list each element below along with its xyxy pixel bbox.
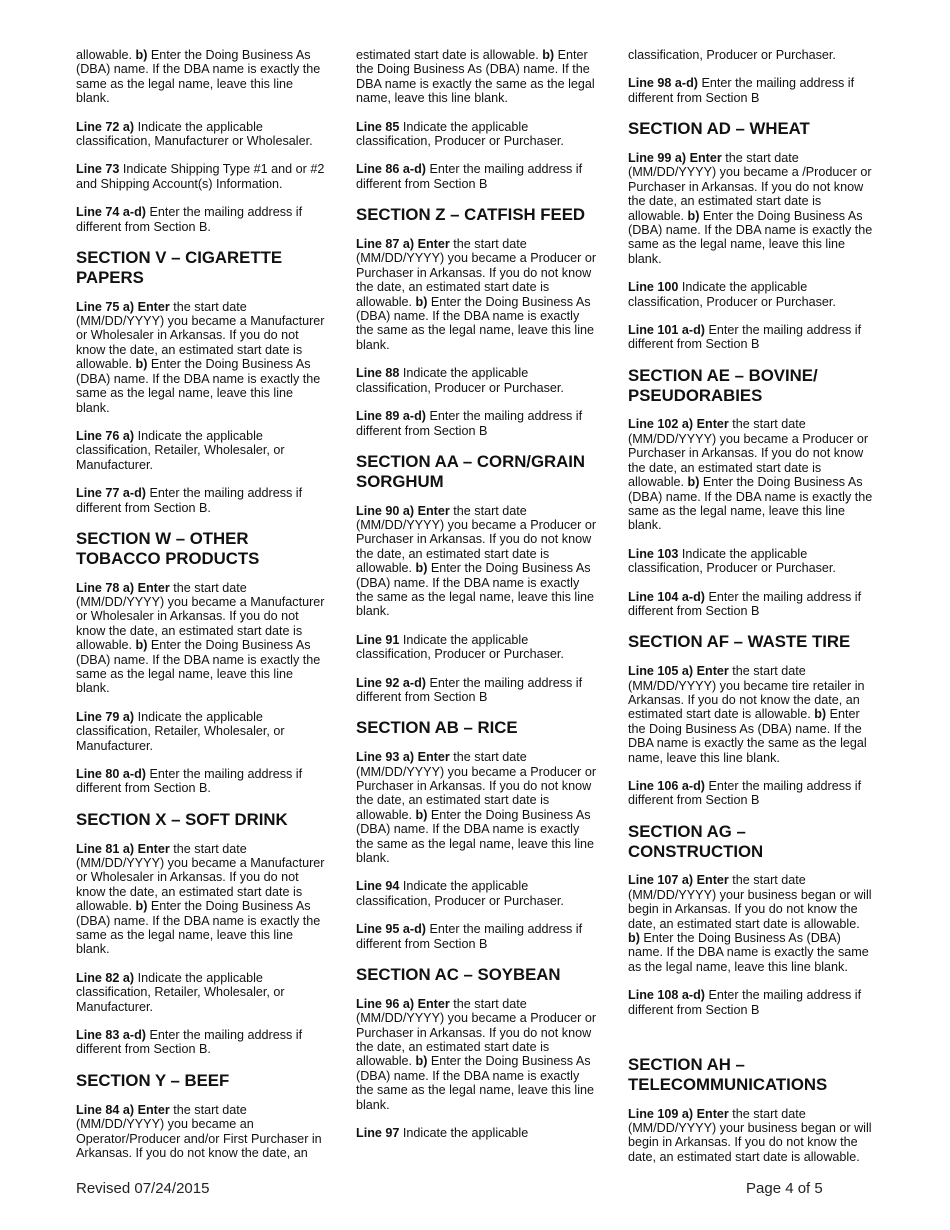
line-label: b) — [415, 1054, 428, 1069]
section-heading: SECTION W – OTHER TOBACCO PRODUCTS — [76, 528, 260, 568]
line-label: Line 100 — [628, 280, 679, 295]
instruction-paragraph — [628, 1107, 878, 1165]
line-label: Line 78 a) Enter — [76, 580, 170, 595]
instruction-paragraph — [76, 1103, 328, 1161]
line-label: b) — [135, 899, 148, 914]
text-run: Enter the Doing Business As (DBA) name. If the DBA name is exactly the same as the legal name, leave this line blank. — [356, 294, 595, 352]
paragraph-text — [356, 997, 600, 1112]
instruction-paragraph — [628, 873, 878, 974]
instruction-paragraph — [76, 971, 328, 1014]
line-label: Line 95 a-d) — [356, 922, 426, 937]
line-label: b) — [814, 707, 827, 722]
paragraph-text — [356, 676, 600, 705]
line-label: Line 92 a-d) — [356, 675, 426, 690]
line-label: Line 97 — [356, 1126, 400, 1141]
line-label: Line 90 a) Enter — [356, 503, 450, 518]
line-label: Line 73 — [76, 162, 120, 177]
instruction-paragraph — [76, 710, 328, 753]
text-run: Enter the mailing address if different from Section B — [356, 922, 583, 951]
line-label: b) — [135, 357, 148, 372]
line-label: Line 91 — [356, 632, 400, 647]
text-run: Enter the mailing address if different from Section B. — [76, 205, 303, 234]
paragraph-text — [76, 300, 328, 415]
column-1 — [76, 48, 328, 1174]
text-run: Enter the Doing Business As (DBA) name. If the DBA name is exactly the same as the legal name, leave this line blank. — [76, 48, 321, 106]
text-run: Enter the Doing Business As (DBA) name. If the DBA name is exactly the same as the legal name, leave this line blank. — [76, 899, 321, 957]
section-heading: SECTION X – SOFT DRINK — [76, 809, 288, 829]
line-label: Line 87 a) Enter — [356, 237, 450, 252]
text-run: the start date (MM/DD/YYYY) you became tire retailer in Arkansas. If you do not know the date, an estimated start date is allowable. — [628, 664, 865, 722]
instruction-paragraph — [356, 237, 600, 352]
section-heading: SECTION AH – TELECOMMUNICATIONS — [628, 1055, 828, 1094]
line-label: b) — [687, 475, 700, 490]
line-label: Line 101 a-d) — [628, 323, 705, 338]
line-label: Line 74 a-d) — [76, 205, 146, 220]
paragraph-text — [356, 879, 600, 908]
line-label: Line 75 a) Enter — [76, 299, 170, 314]
line-label: b) — [542, 48, 555, 62]
text-run: the start date (MM/DD/YYYY) your business began or will begin in Arkansas. If you do not know the date, an estimated start date is allowable. — [628, 873, 872, 931]
paragraph-text — [628, 988, 878, 1017]
instruction-paragraph — [356, 504, 600, 619]
paragraph-text — [76, 1103, 328, 1161]
line-label: b) — [415, 807, 428, 822]
line-label: Line 99 a) Enter — [628, 151, 722, 166]
text-run: Indicate the applicable classification, Producer or Purchaser. — [356, 366, 564, 395]
line-label: Line 88 — [356, 366, 400, 381]
text-run: Enter the Doing Business As (DBA) name. If the DBA name is exactly the same as the legal name, leave this line blank. — [628, 475, 873, 533]
instruction-paragraph — [76, 767, 328, 796]
text-run: Indicate the applicable classification, Retailer, Wholesaler, or Manufacturer. — [76, 709, 285, 753]
text-run: Enter the Doing Business As (DBA) name. If the DBA name is exactly the same as the legal name, leave this line blank. — [356, 807, 595, 866]
line-label: Line 77 a-d) — [76, 486, 146, 501]
paragraph-text — [628, 280, 878, 309]
text-run: Enter the mailing address if different from Section B — [356, 409, 583, 438]
paragraph-text — [356, 750, 600, 865]
line-label: Line 76 a) — [76, 428, 135, 443]
text-run: Enter the mailing address if different from Section B. — [76, 767, 303, 796]
line-label: b) — [135, 638, 148, 653]
paragraph-text — [76, 162, 328, 191]
text-run: the start date (MM/DD/YYYY) you became a Manufacturer or Wholesaler in Arkansas. If you do not know the date, an estimated start date is allowable. — [76, 299, 325, 372]
paragraph-text — [356, 633, 600, 662]
section-heading: SECTION Z – CATFISH FEED — [356, 205, 586, 225]
instruction-paragraph — [76, 1028, 328, 1057]
text-run: Indicate the applicable classification, Manufacturer or Wholesaler. — [76, 119, 313, 149]
section-gap — [628, 1031, 878, 1055]
line-label: Line 106 a-d) — [628, 779, 705, 793]
paragraph-text — [628, 417, 878, 532]
paragraph-text — [628, 664, 878, 765]
line-label: Line 81 a) Enter — [76, 841, 170, 856]
text-run: Indicate the applicable — [399, 1126, 529, 1141]
instruction-paragraph — [628, 48, 878, 62]
section-heading: SECTION AF – WASTE TIRE — [628, 632, 851, 652]
instruction-paragraph — [628, 547, 878, 576]
section-heading: SECTION Y – BEEF — [76, 1070, 230, 1090]
instruction-paragraph — [356, 750, 600, 865]
instruction-paragraph — [628, 151, 878, 266]
text-run: the start date (MM/DD/YYYY) you became an Operator/Producer and/or First Purchaser in Arkansas. If you do not know the date, an — [76, 1102, 322, 1160]
instruction-paragraph — [628, 323, 878, 352]
text-run: the start date (MM/DD/YYYY) you became a Producer or Purchaser in Arkansas. If you do not know the date, an estimated start date is allowable. — [356, 750, 597, 822]
paragraph-text — [628, 48, 878, 62]
paragraph-text — [76, 842, 328, 957]
section-heading: SECTION AA – CORN/GRAIN SORGHUM — [356, 451, 586, 491]
line-label: Line 94 — [356, 879, 400, 894]
paragraph-text — [628, 779, 878, 808]
paragraph-text — [76, 971, 328, 1014]
paragraph-text — [628, 1107, 878, 1165]
text-run: Enter the Doing Business As (DBA) name. If the DBA name is exactly the same as the legal name, leave this line blank. — [356, 561, 595, 619]
instruction-paragraph — [76, 429, 328, 472]
line-label: b) — [628, 931, 640, 946]
column-2 — [356, 48, 600, 1155]
line-label: b) — [135, 48, 148, 62]
instruction-paragraph — [628, 664, 878, 765]
section-heading: SECTION V – CIGARETTE PAPERS — [76, 248, 283, 287]
line-label: b) — [415, 561, 428, 576]
text-run: Indicate the applicable classification, Producer or Purchaser. — [628, 280, 836, 309]
text-run: Enter the Doing Business As (DBA) name. If the DBA name is exactly the same as the legal name, leave this line blank. — [628, 208, 873, 266]
text-run: the start date (MM/DD/YYYY) you became a Producer or Purchaser in Arkansas. If you do not know the date, an estimated start date is allowable. — [356, 237, 597, 309]
instruction-paragraph — [356, 922, 600, 951]
section-heading: SECTION AG – CONSTRUCTION — [628, 821, 764, 861]
instruction-paragraph — [356, 48, 600, 106]
instruction-paragraph — [356, 120, 600, 149]
text-run: Enter the mailing address if different from Section B — [628, 779, 862, 808]
paragraph-text — [76, 205, 328, 234]
paragraph-text — [76, 486, 328, 515]
paragraph-text — [356, 120, 600, 149]
text-run: the start date (MM/DD/YYYY) you became a Producer or Purchaser in Arkansas. If you do not know the date, an estimated start date is allowable. — [356, 503, 597, 576]
paragraph-text — [628, 590, 878, 619]
paragraph-text — [76, 1028, 328, 1057]
instruction-paragraph — [76, 48, 328, 106]
text-run: the start date (MM/DD/YYYY) you became a Producer or Purchaser in Arkansas. If you do not know the date, an estimated start date is allowable. — [356, 996, 597, 1069]
section-heading: SECTION AB – RICE — [356, 718, 518, 738]
paragraph-text — [356, 504, 600, 619]
paragraph-text — [76, 767, 328, 796]
paragraph-text — [628, 76, 878, 105]
line-label: Line 80 a-d) — [76, 767, 146, 781]
line-label: b) — [415, 294, 428, 309]
paragraph-text — [76, 429, 328, 472]
text-run: Enter the mailing address if different from Section B. — [76, 1028, 303, 1057]
paragraph-text — [76, 120, 328, 149]
text-run: Enter the mailing address if different from Section B — [628, 76, 855, 105]
text-run: Enter the mailing address if different from Section B — [356, 162, 583, 191]
instruction-paragraph — [76, 486, 328, 515]
text-run: Enter the Doing Business As (DBA) name. If the DBA name is exactly the same as the legal name, leave this line blank. — [628, 707, 867, 765]
text-run: Indicate the applicable classification, Retailer, Wholesaler, or Manufacturer. — [76, 970, 285, 1014]
paragraph-text — [628, 873, 878, 931]
text-run: Enter the mailing address if different from Section B — [628, 988, 862, 1017]
instruction-paragraph — [356, 879, 600, 908]
line-label: Line 96 a) Enter — [356, 996, 450, 1011]
text-run: Indicate the applicable classification, Producer or Purchaser. — [628, 546, 836, 576]
instruction-paragraph — [76, 205, 328, 234]
text-run: the start date (MM/DD/YYYY) you became a Manufacturer or Wholesaler in Arkansas. If you do not know the date, an estimated start date is allowable. — [76, 841, 325, 914]
instruction-paragraph — [628, 988, 878, 1017]
line-label: b) — [687, 208, 700, 223]
paragraph-text — [356, 922, 600, 951]
paragraph-text — [628, 151, 878, 266]
section-heading: SECTION AE – BOVINE/ PSEUDORABIES — [628, 365, 818, 405]
paragraph-text — [356, 48, 600, 106]
instruction-paragraph — [628, 280, 878, 309]
paragraph-text — [76, 581, 328, 696]
text-run: Enter the mailing address if different from Section B — [628, 323, 862, 352]
paragraph-text — [356, 366, 600, 395]
revised-date: Revised 07/24/2015 — [76, 1180, 210, 1197]
line-label: Line 93 a) Enter — [356, 750, 450, 765]
text-run: Enter the Doing Business As (DBA) name. If the DBA name is exactly the same as the legal name, leave this line blank. — [76, 638, 321, 696]
column-3 — [628, 48, 878, 1178]
text-run: Enter the Doing Business As (DBA) name. If the DBA name is exactly the same as the legal name, leave this line blank. — [628, 931, 869, 974]
line-label: Line 109 a) Enter — [628, 1106, 729, 1121]
line-label: Line 102 a) Enter — [628, 417, 729, 432]
paragraph-text — [356, 409, 600, 438]
instruction-paragraph — [628, 417, 878, 532]
instruction-paragraph — [356, 366, 600, 395]
paragraph-text — [356, 237, 600, 352]
line-label: Line 98 a-d) — [628, 76, 698, 91]
text-run: Enter the mailing address if different from Section B — [628, 589, 862, 618]
section-heading: SECTION AC – SOYBEAN — [356, 965, 561, 985]
text-run: Indicate the applicable classification, Retailer, Wholesaler, or Manufacturer. — [76, 428, 285, 472]
text-run: Enter the mailing address if different from Section B — [356, 675, 583, 704]
text-run: Enter the mailing address if different from Section B. — [76, 486, 303, 515]
instruction-paragraph — [356, 409, 600, 438]
instruction-paragraph — [76, 120, 328, 149]
text-run: the start date (MM/DD/YYYY) your business began or will begin in Arkansas. If you do not know the date, an estimated start date is allowable. — [628, 1106, 872, 1164]
text-run: estimated start date is allowable. — [356, 48, 543, 62]
text-run: Enter the Doing Business As (DBA) name. If the DBA name is exactly the same as the legal name, leave this line blank. — [76, 357, 321, 415]
paragraph-text — [356, 1126, 600, 1140]
paragraph-text — [628, 547, 878, 576]
text-run: Indicate Shipping Type #1 and or #2 and Shipping Account(s) Information. — [76, 162, 325, 191]
line-label: Line 105 a) Enter — [628, 664, 729, 679]
line-label: Line 72 a) — [76, 119, 135, 134]
page-number: Page 4 of 5 — [746, 1180, 823, 1197]
paragraph-text — [76, 710, 328, 753]
line-label: Line 107 a) Enter — [628, 873, 729, 888]
text-run: the start date (MM/DD/YYYY) you became a /Producer or Purchaser in Arkansas. If you do not know the date, an estimated start date is allowable. — [628, 151, 872, 223]
instruction-paragraph — [76, 300, 328, 415]
line-label: Line 82 a) — [76, 970, 135, 985]
line-label: Line 79 a) — [76, 709, 135, 724]
instruction-paragraph — [628, 779, 878, 808]
instruction-paragraph — [76, 581, 328, 696]
instruction-paragraph — [76, 162, 328, 191]
text-run: Indicate the applicable classification, Producer or Purchaser. — [356, 632, 564, 662]
instruction-paragraph — [356, 1126, 600, 1140]
instruction-paragraph — [628, 590, 878, 619]
instruction-paragraph — [76, 842, 328, 957]
text-run: the start date (MM/DD/YYYY) you became a Producer or Purchaser in Arkansas. If you do not know the date, an estimated start date is allowable. — [628, 417, 869, 490]
instruction-paragraph — [356, 162, 600, 191]
paragraph-text — [628, 931, 878, 974]
text-run: Enter the Doing Business As (DBA) name. If the DBA name is exactly the same as the legal name, leave this line blank. — [356, 1054, 595, 1112]
text-run: allowable. — [76, 48, 136, 62]
paragraph-text — [628, 323, 878, 352]
instruction-paragraph — [628, 76, 878, 105]
text-run: Indicate the applicable classification, Producer or Purchaser. — [356, 119, 564, 149]
line-label: Line 103 — [628, 546, 679, 561]
section-heading: SECTION AD – WHEAT — [628, 119, 810, 139]
text-run: Indicate the applicable classification, Producer or Purchaser. — [356, 879, 564, 908]
instruction-paragraph — [356, 997, 600, 1112]
line-label: Line 89 a-d) — [356, 409, 426, 424]
text-run: classification, Producer or Purchaser. — [628, 48, 836, 62]
line-label: Line 86 a-d) — [356, 162, 426, 177]
instruction-paragraph — [356, 676, 600, 705]
line-label: Line 85 — [356, 119, 400, 134]
line-label: Line 104 a-d) — [628, 589, 705, 604]
text-run: the start date (MM/DD/YYYY) you became a Manufacturer or Wholesaler in Arkansas. If you do not know the date, an estimated start date is allowable. — [76, 580, 325, 653]
line-label: Line 108 a-d) — [628, 988, 705, 1003]
paragraph-text — [356, 162, 600, 191]
paragraph-text — [76, 48, 328, 106]
instruction-paragraph — [356, 633, 600, 662]
line-label: Line 83 a-d) — [76, 1028, 146, 1043]
line-label: Line 84 a) Enter — [76, 1102, 170, 1117]
text-run: Enter the Doing Business As (DBA) name. If the DBA name is exactly the same as the legal name, leave this line blank. — [356, 48, 595, 106]
